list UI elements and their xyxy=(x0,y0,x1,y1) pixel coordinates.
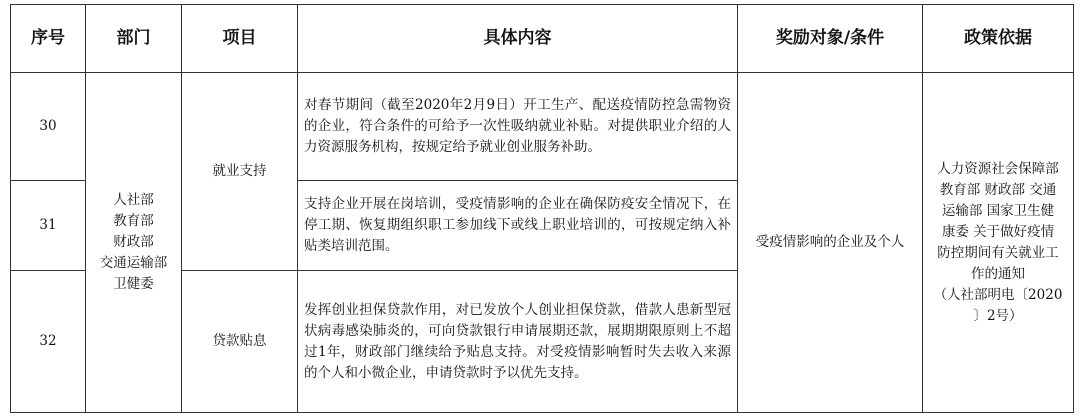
content-cell: 发挥创业担保贷款作用，对已发放个人创业担保贷款，借款人患新型冠状病毒感染肺炎的，可向贷款银行申请展期还款，展期期限原则上不超过1年，财政部门继续给予贴息支持。对受疫情影响暂时失去收入来源的个人和小微企业，申请贷款时予以优先支持。 xyxy=(298,271,738,413)
header-content: 具体内容 xyxy=(298,5,738,73)
department-cell xyxy=(86,73,182,413)
content-cell: 支持企业开展在岗培训，受疫情影响的企业在确保防疫安全情况下，在停工期、恢复期组织职工参加线下或线上职业培训的，可按规定纳入补贴类培训范围。 xyxy=(298,181,738,271)
policy-line: 人力资源社会保障部 xyxy=(937,160,1059,177)
item-loan-subsidy: 贷款贴息 xyxy=(182,271,298,413)
target-cell: 受疫情影响的企业及个人 xyxy=(738,73,923,413)
header-policy: 政策依据 xyxy=(923,5,1074,73)
row-number: 31 xyxy=(11,181,86,271)
department-name: 财政部 xyxy=(113,234,154,250)
header-target: 奖励对象/条件 xyxy=(738,5,923,73)
row-number: 32 xyxy=(11,271,86,413)
content-cell: 对春节期间（截至2020年2月9日）开工生产、配送疫情防控急需物资的企业，符合条件的可给予一次性吸纳就业补贴。对提供职业介绍的人力资源服务机构，按规定给予就业创业服务补助。 xyxy=(298,73,738,181)
department-name: 卫健委 xyxy=(113,276,154,292)
row-number: 30 xyxy=(11,73,86,181)
item-employment-support: 就业支持 xyxy=(182,73,298,271)
header-item: 项目 xyxy=(182,5,298,73)
policy-line: 运输部 国家卫生健 xyxy=(941,202,1055,219)
department-name: 教育部 xyxy=(113,213,154,229)
policy-line: 作的通知 xyxy=(971,265,1025,282)
policy-line: 防控期间有关就业工 xyxy=(937,244,1059,261)
policy-line: 教育部 财政部 交通 xyxy=(939,181,1057,198)
department-name: 人社部 xyxy=(113,192,154,208)
header-dept: 部门 xyxy=(86,5,182,73)
policy-line: （人社部明电〔2020 xyxy=(933,286,1063,303)
policy-line: 康委 关于做好疫情 xyxy=(941,223,1055,240)
header-no: 序号 xyxy=(11,5,86,73)
header-row xyxy=(11,5,1074,73)
table-row xyxy=(11,73,1074,181)
policy-table xyxy=(10,4,1074,413)
policy-table-wrapper xyxy=(10,4,1074,413)
department-name: 交通运输部 xyxy=(99,255,168,271)
policy-basis-cell xyxy=(923,73,1074,413)
policy-line: 〕2号） xyxy=(973,307,1023,324)
